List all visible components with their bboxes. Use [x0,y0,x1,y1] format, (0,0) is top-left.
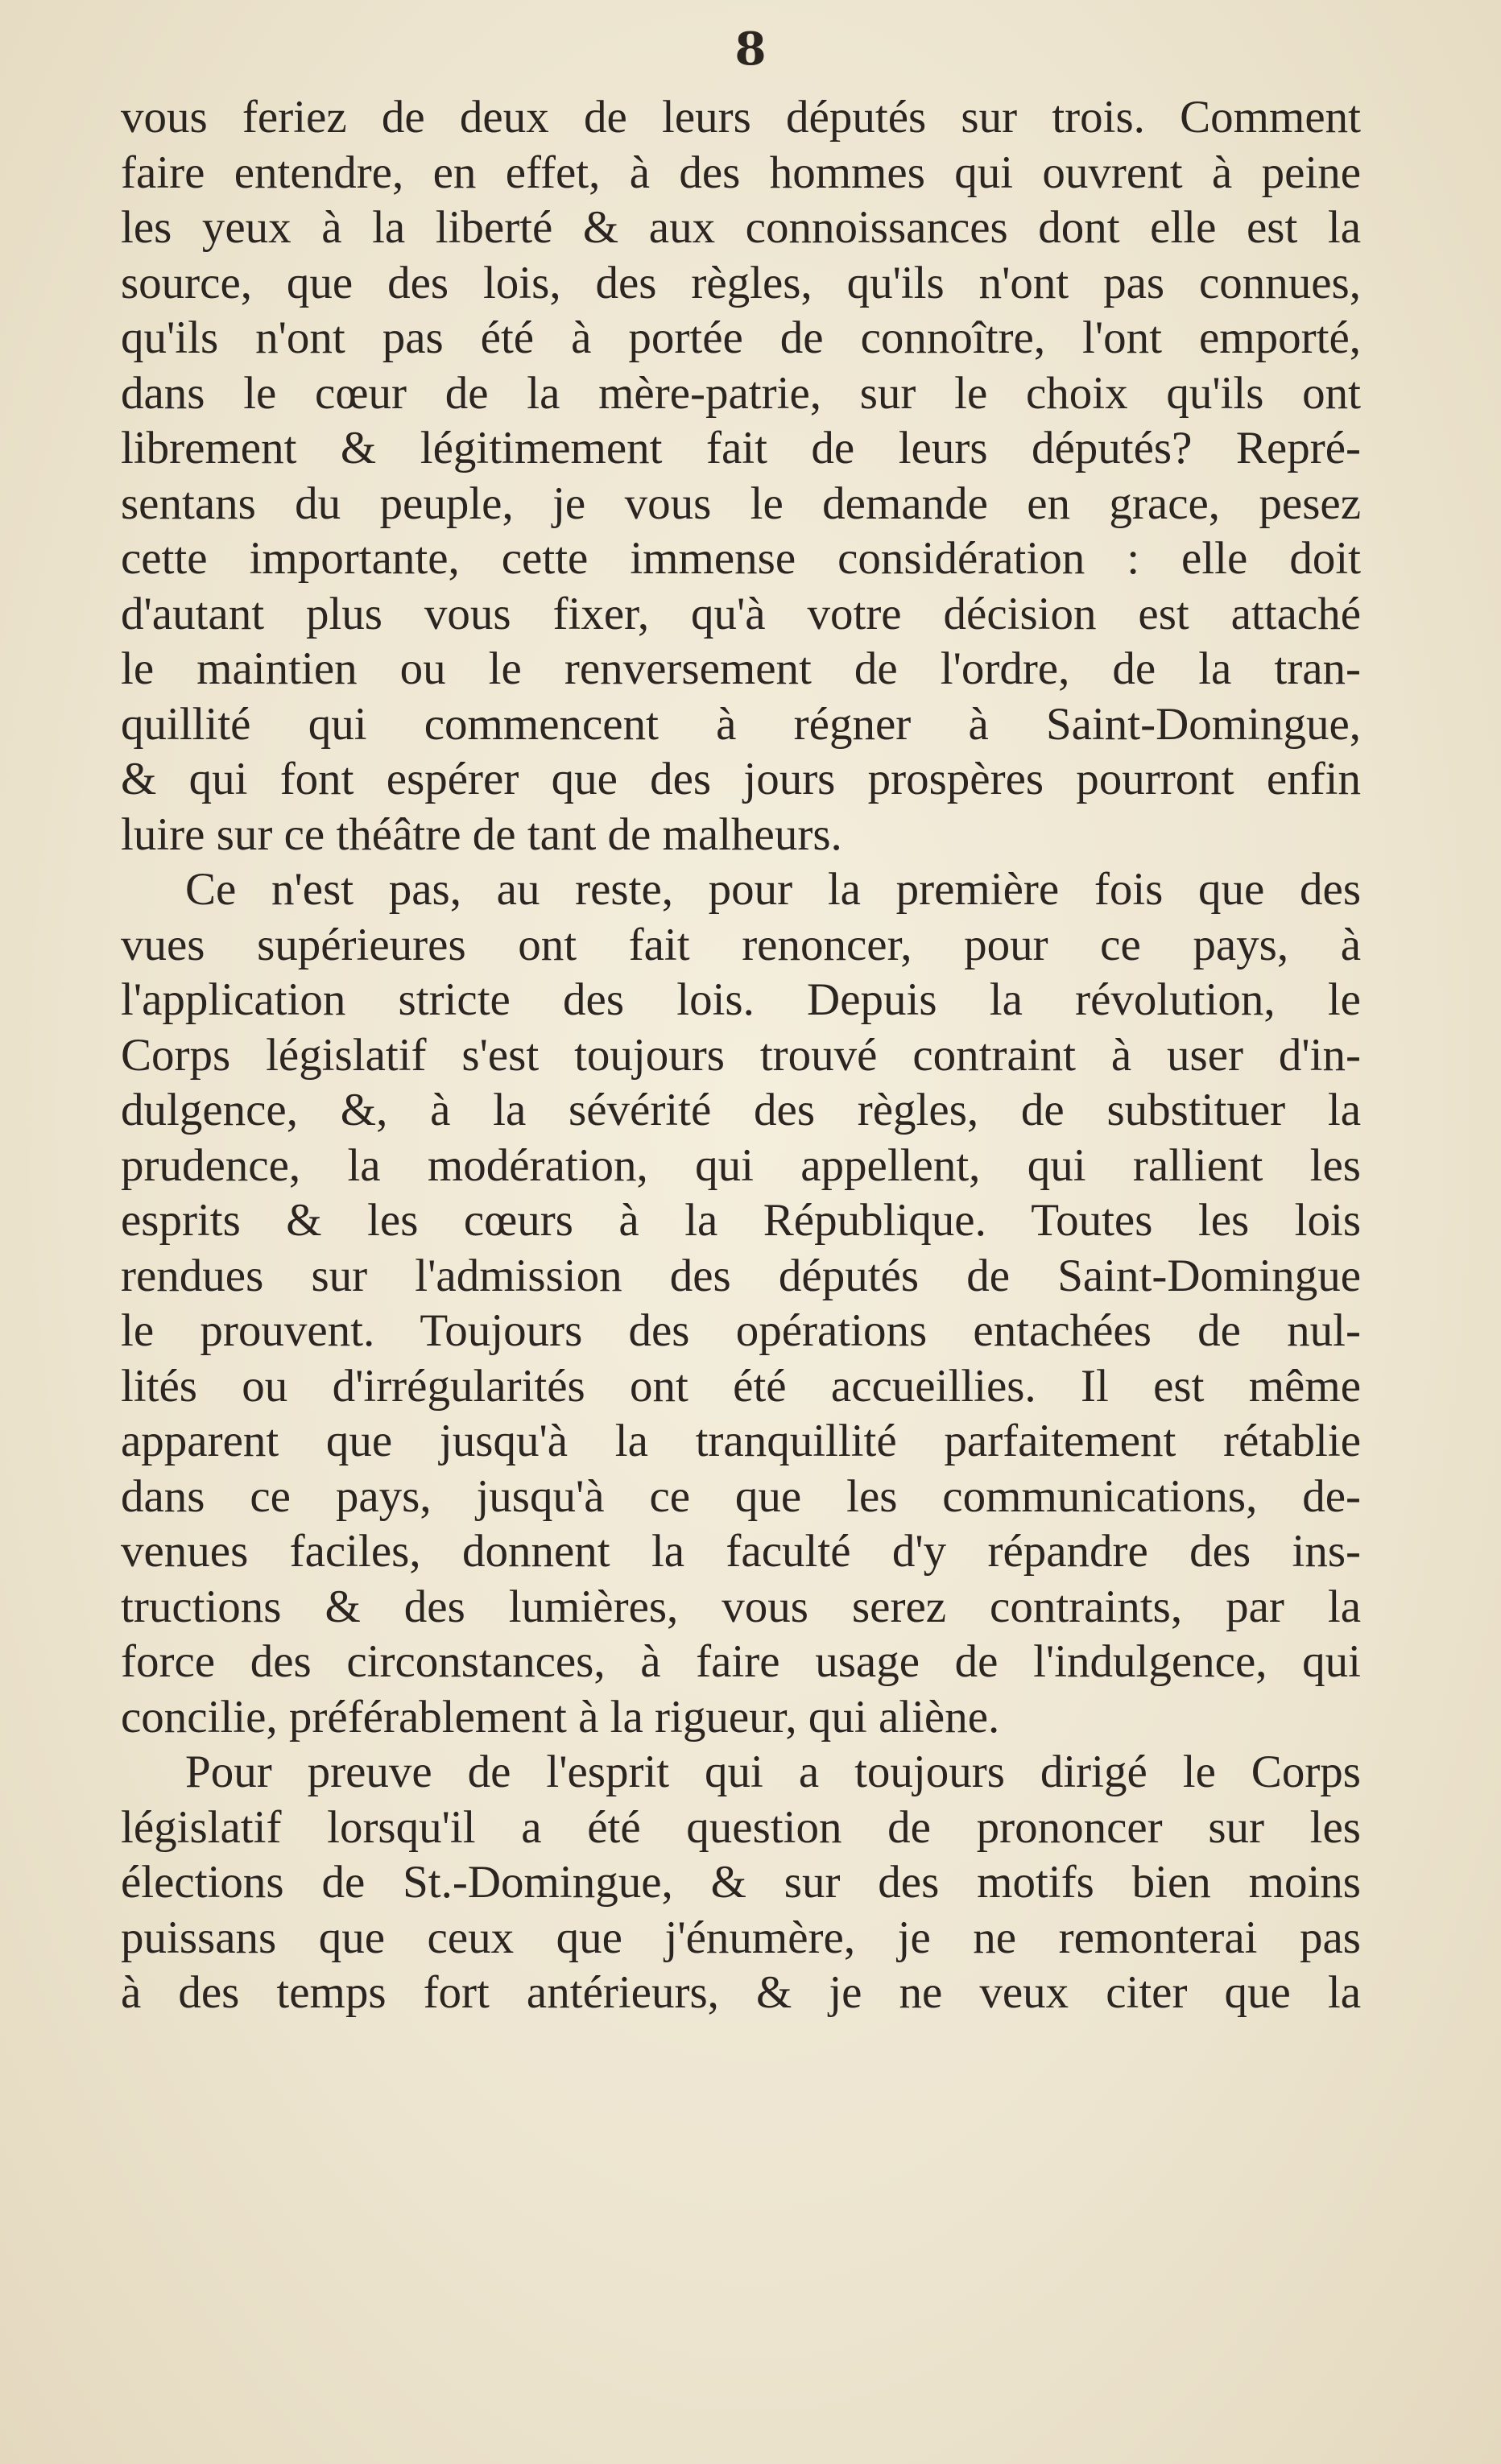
text-line: vous feriez de deux de leurs députés sur trois. Comment [121,92,1361,143]
text-line: prudence, la modération, qui appellent, qui rallient les [121,1139,1361,1191]
text-line: rendues sur l'admission des députés de Saint-Domingue [121,1250,1361,1301]
text-line: force des circonstances, à faire usage de l'indulgence, qui [121,1636,1361,1687]
text-line: & qui font espérer que des jours prospères pourront enfin [121,754,1361,804]
text-line: sentans du peuple, je vous le demande en grace, pesez [121,478,1361,529]
text-line: le prouvent. Toujours des opérations entachées de nul- [121,1305,1361,1356]
text-line: d'autant plus vous fixer, qu'à votre décision est attaché [121,588,1361,639]
text-line: l'application stricte des lois. Depuis la révolution, le [121,974,1361,1025]
text-line: cette importante, cette immense considération : elle doit [121,533,1361,584]
text-line: qu'ils n'ont pas été à portée de connoître, l'ont emporté, [121,312,1361,363]
text-line: les yeux à la liberté & aux connoissances dont elle est la [121,202,1361,253]
text-line: dans ce pays, jusqu'à ce que les communications, de- [121,1470,1361,1522]
text-line: tructions & des lumières, vous serez contraints, par la [121,1581,1361,1632]
text-line: dulgence, &, à la sévérité des règles, de substituer la [121,1085,1361,1135]
body-text [121,90,1361,2021]
text-line: quillité qui commencent à régner à Saint-Domingue, [121,698,1361,750]
paragraph-start-line: Ce n'est pas, au reste, pour la première fois que des [185,864,1361,915]
text-line: lités ou d'irrégularités ont été accueillies. Il est même [121,1360,1361,1412]
text-line: apparent que jusqu'à la tranquillité parfaitement rétablie [121,1416,1361,1466]
text-line: à des temps fort antérieurs, & je ne veux citer que la [121,1967,1361,2018]
text-line: puissans que ceux que j'énumère, je ne remonterai pas [121,1912,1361,1963]
paragraph-start-line: Pour preuve de l'esprit qui a toujours dirigé le Corps [185,1747,1361,1797]
text-line: vues supérieures ont fait renoncer, pour ce pays, à [121,919,1361,970]
text-line: faire entendre, en effet, à des hommes qui ouvrent à peine [121,147,1361,198]
text-line: Corps législatif s'est toujours trouvé contraint à user d'in- [121,1029,1361,1081]
text-line: le maintien ou le renversement de l'ordre, de la tran- [121,643,1361,694]
page-number: 8 [734,23,767,76]
paragraph-end-line: luire sur ce théâtre de tant de malheurs. [121,808,842,860]
text-line: dans le cœur de la mère-patrie, sur le choix qu'ils ont [121,367,1361,419]
text-line: source, que des lois, des règles, qu'ils n'ont pas connues, [121,257,1361,308]
paragraph-end-line: concilie, préférablement à la rigueur, qui aliène. [121,1691,1000,1743]
text-line: venues faciles, donnent la faculté d'y répandre des ins- [121,1526,1361,1577]
text-line: esprits & les cœurs à la République. Toutes les lois [121,1195,1361,1246]
text-line: librement & légitimement fait de leurs députés? Repré- [121,423,1361,473]
text-line: législatif lorsqu'il a été question de prononcer sur les [121,1801,1361,1853]
text-line: élections de St.-Domingue, & sur des motifs bien moins [121,1857,1361,1908]
